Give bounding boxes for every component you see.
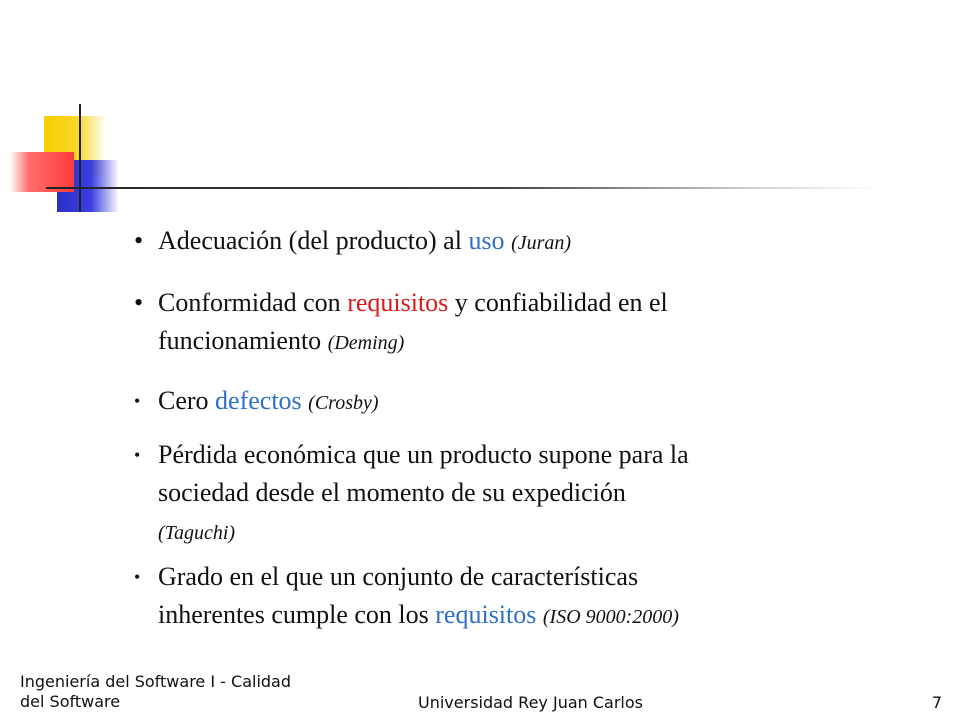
decor-red-square: [10, 152, 74, 192]
bullet-text: [134, 284, 834, 362]
bullet-text-part: Cero: [158, 386, 216, 415]
decor-vertical-line: [79, 104, 81, 212]
bullet-dot: •: [134, 226, 144, 255]
bullet-dot: •: [134, 445, 141, 465]
footer-page-number: 7: [931, 693, 942, 712]
footer-university: Universidad Rey Juan Carlos: [418, 693, 643, 712]
bullet-text-part: funcionamiento: [158, 326, 328, 355]
highlight-requisitos: requisitos: [347, 288, 449, 317]
citation-taguchi: (Taguchi): [158, 522, 236, 544]
bullet-text-part: Adecuación (del producto) al: [158, 226, 469, 255]
citation-iso: (ISO 9000:2000): [542, 606, 679, 628]
bullet-text-part: inherentes cumple con los: [158, 600, 436, 629]
footer-course-title: Ingeniería del Software I - Calidad del Software: [20, 672, 291, 711]
bullet-text: [134, 436, 834, 550]
bullet-text: [134, 222, 834, 262]
bullet-dot: •: [134, 288, 144, 317]
bullet-item-crosby: [134, 382, 834, 422]
highlight-uso: uso: [468, 226, 505, 255]
highlight-defectos: defectos: [215, 386, 302, 415]
bullet-item-iso: [134, 558, 834, 636]
citation-crosby: (Crosby): [308, 392, 379, 414]
bullet-dot: •: [134, 391, 141, 411]
slide-decoration: [0, 0, 960, 230]
bullet-text-line: sociedad desde el momento de su expedición: [158, 478, 626, 507]
bullet-text-part: Conformidad con: [158, 288, 348, 317]
bullet-list: [134, 222, 834, 629]
bullet-text: [134, 382, 834, 422]
bullet-item-juran: [134, 222, 834, 262]
bullet-text-line: Grado en el que un conjunto de características: [158, 562, 639, 591]
citation-deming: (Deming): [327, 332, 405, 354]
bullet-text-line: Pérdida económica que un producto supone para la: [158, 440, 689, 469]
bullet-text-part: y confiabilidad en el: [448, 288, 668, 317]
bullet-dot: •: [134, 567, 141, 587]
highlight-requisitos-iso: requisitos: [435, 600, 537, 629]
citation-juran: (Juran): [511, 232, 572, 254]
bullet-item-deming: [134, 284, 834, 362]
bullet-item-taguchi: [134, 436, 834, 550]
bullet-text: [134, 558, 834, 636]
decor-horizontal-line: [46, 187, 876, 189]
